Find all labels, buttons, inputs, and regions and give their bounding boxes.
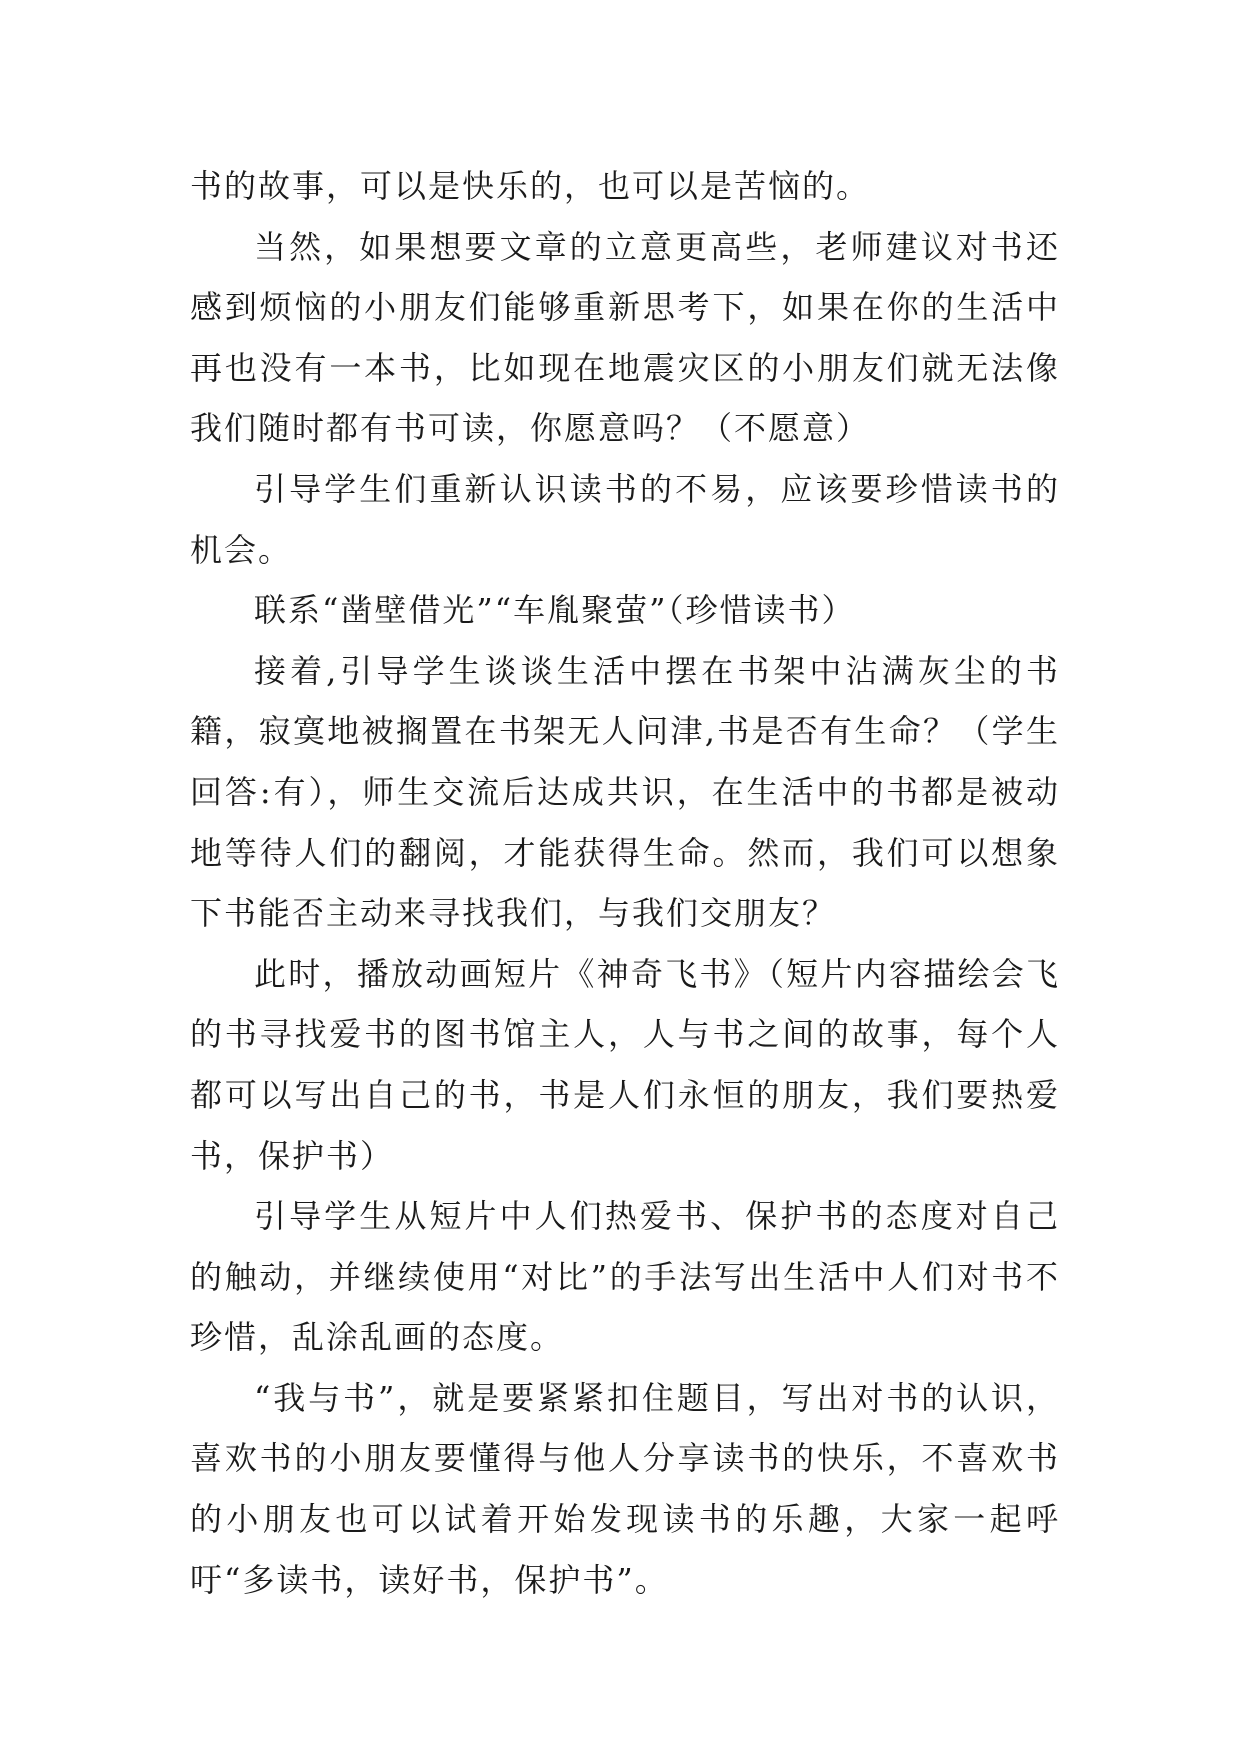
paragraph: 引导学生从短片中人们热爱书、保护书的态度对自己的触动，并继续使用“对比”的手法写出生活中人们对书不珍惜，乱涂乱画的态度。: [190, 1197, 1060, 1357]
paragraph-continuation: 书的故事，可以是快乐的，也可以是苦恼的。: [190, 167, 871, 205]
paragraph: 联系“凿壁借光”“车胤聚萤”（珍惜读书）: [254, 591, 856, 630]
paragraph: 接着,引导学生谈谈生活中摆在书架中沾满灰尘的书籍，寂寞地被搁置在书架无人问津,书是否有生命？（学生回答:有），师生交流后达成共识，在生活中的书都是被动地等待人们的翻阅，才能获得生命。然而，我们可以想象下书能否主动来寻找我们，与我们交朋友？: [190, 651, 1060, 933]
paragraph: 此时，播放动画短片《神奇飞书》（短片内容描绘会飞的书寻找爱书的图书馆主人，人与书之间的故事，每个人都可以写出自己的书，书是人们永恒的朋友，我们要热爱书，保护书）: [190, 954, 1060, 1175]
paragraph: 引导学生们重新认识读书的不易，应该要珍惜读书的机会。: [190, 469, 1060, 569]
document-body: [190, 156, 1060, 1610]
paragraph: 当然，如果想要文章的立意更高些，老师建议对书还感到烦恼的小朋友们能够重新思考下，如果在你的生活中再也没有一本书，比如现在地震灾区的小朋友们就无法像我们随时都有书可读，你愿意吗？（不愿意）: [190, 227, 1060, 448]
paragraph: “我与书”，就是要紧紧扣住题目，写出对书的认识，喜欢书的小朋友要懂得与他人分享读书的快乐，不喜欢书的小朋友也可以试着开始发现读书的乐趣，大家一起呼吁“多读书，读好书，保护书”。: [190, 1378, 1060, 1599]
